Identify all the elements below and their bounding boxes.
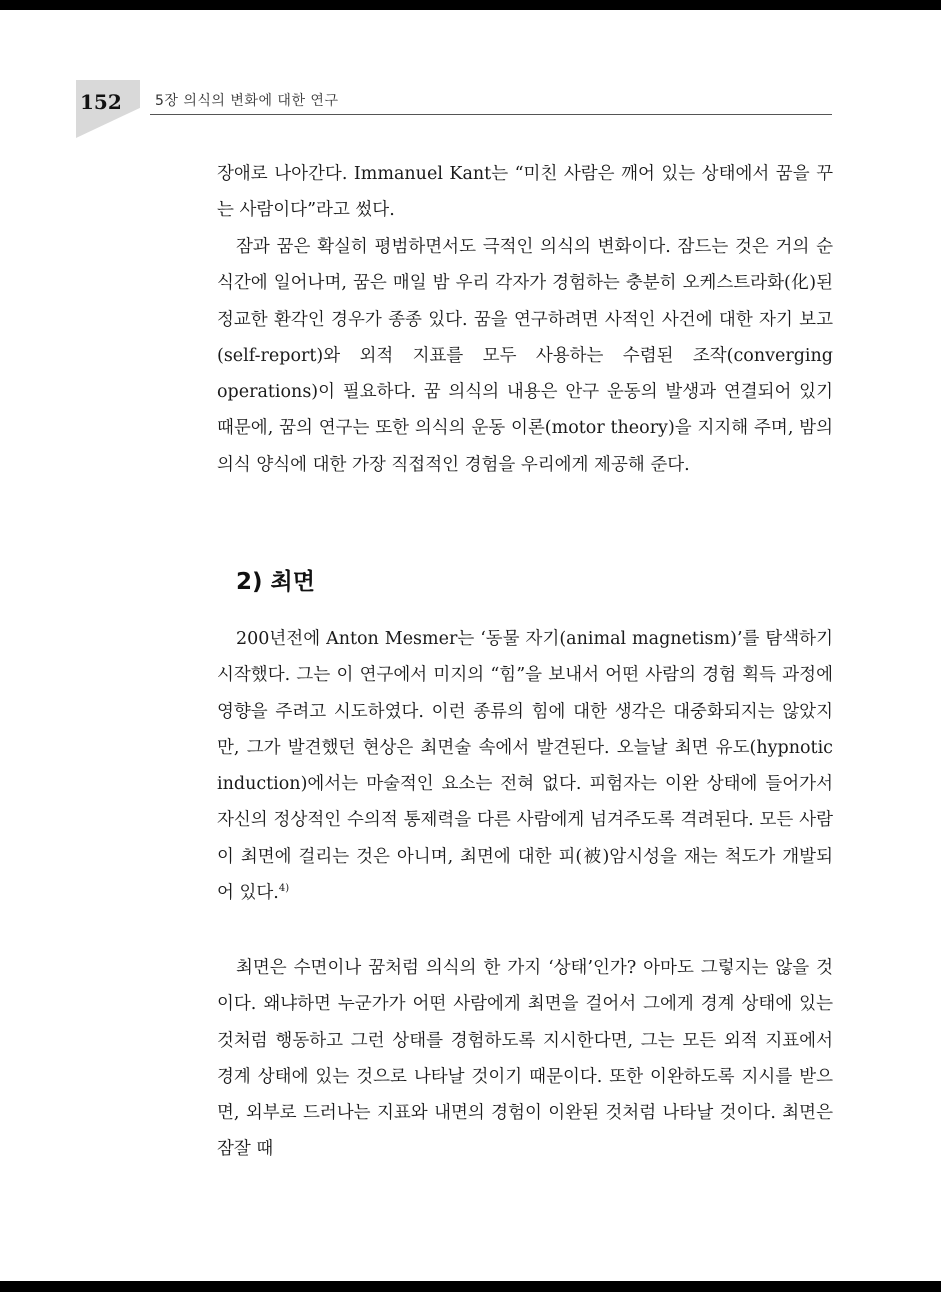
paragraph-hypnosis-history: [217, 621, 833, 911]
paragraph-hypnosis-history-text: 200년전에 Anton Mesmer는 ‘동물 자기(animal magnetism)’를 탐색하기 시작했다. 그는 이 연구에서 미지의 “힘”을 보내서 어떤 사람의 경험 획득 과정에 영향을 주려고 시도하였다. 이런 종류의 힘에 대한 생각은 대중화되지는 않았지만, 그가 발견했던 현상은 최면술 속에서 발견된다. 오늘날 최면 유도(hypnotic induction)에서는 마술적인 요소는 전혀 없다. 피험자는 이완 상태에 들어가서 자신의 정상적인 수의적 통제력을 다른 사람에게 넘겨주도록 격려된다. 모든 사람이 최면에 걸리는 것은 아니며, 최면에 대한 피(被)암시성을 재는 척도가 개발되어 있다.: [217, 629, 833, 904]
bottom-border: [0, 1281, 941, 1292]
section-heading: 2) 최면: [236, 569, 315, 595]
footnote-reference: 4): [278, 883, 290, 895]
running-header-title: 5장 의식의 변화에 대한 연구: [155, 93, 339, 109]
top-border: [0, 0, 941, 10]
paragraph-hypnosis-state: 최면은 수면이나 꿈처럼 의식의 한 가지 ‘상태’인가? 아마도 그렇지는 않을 것이다. 왜냐하면 누군가가 어떤 사람에게 최면을 걸어서 그에게 경계 상태에 있는 것처럼 행동하고 그런 상태를 경험하도록 지시한다면, 그는 모든 외적 지표에서 경계 상태에 있는 것으로 나타날 것이기 때문이다. 또한 이완하도록 지시를 받으면, 외부로 드러나는 지표와 내면의 경험이 이완된 것처럼 나타날 것이다. 최면은 잠잘 때: [217, 958, 833, 1160]
page-number: 152: [80, 90, 122, 114]
header-divider: [150, 114, 832, 115]
paragraph-sleep-dreams: 잠과 꿈은 확실히 평범하면서도 극적인 의식의 변화이다. 잠드는 것은 거의 순식간에 일어나며, 꿈은 매일 밤 우리 각자가 경험하는 충분히 오케스트라화(化)된 정교한 환각인 경우가 종종 있다. 꿈을 연구하려면 사적인 사건에 대한 자기 보고(self-report)와 외적 지표를 모두 사용하는 수렴된 조작(converging operations)이 필요하다. 꿈 의식의 내용은 안구 운동의 발생과 연결되어 있기 때문에, 꿈의 연구는 또한 의식의 운동 이론(motor theory)을 지지해 주며, 밤의 의식 양식에 대한 가장 직접적인 경험을 우리에게 제공해 준다.: [217, 237, 833, 475]
paragraph-continued: 장애로 나아간다. Immanuel Kant는 “미친 사람은 깨어 있는 상태에서 꿈을 꾸는 사람이다”라고 썼다.: [217, 164, 833, 221]
